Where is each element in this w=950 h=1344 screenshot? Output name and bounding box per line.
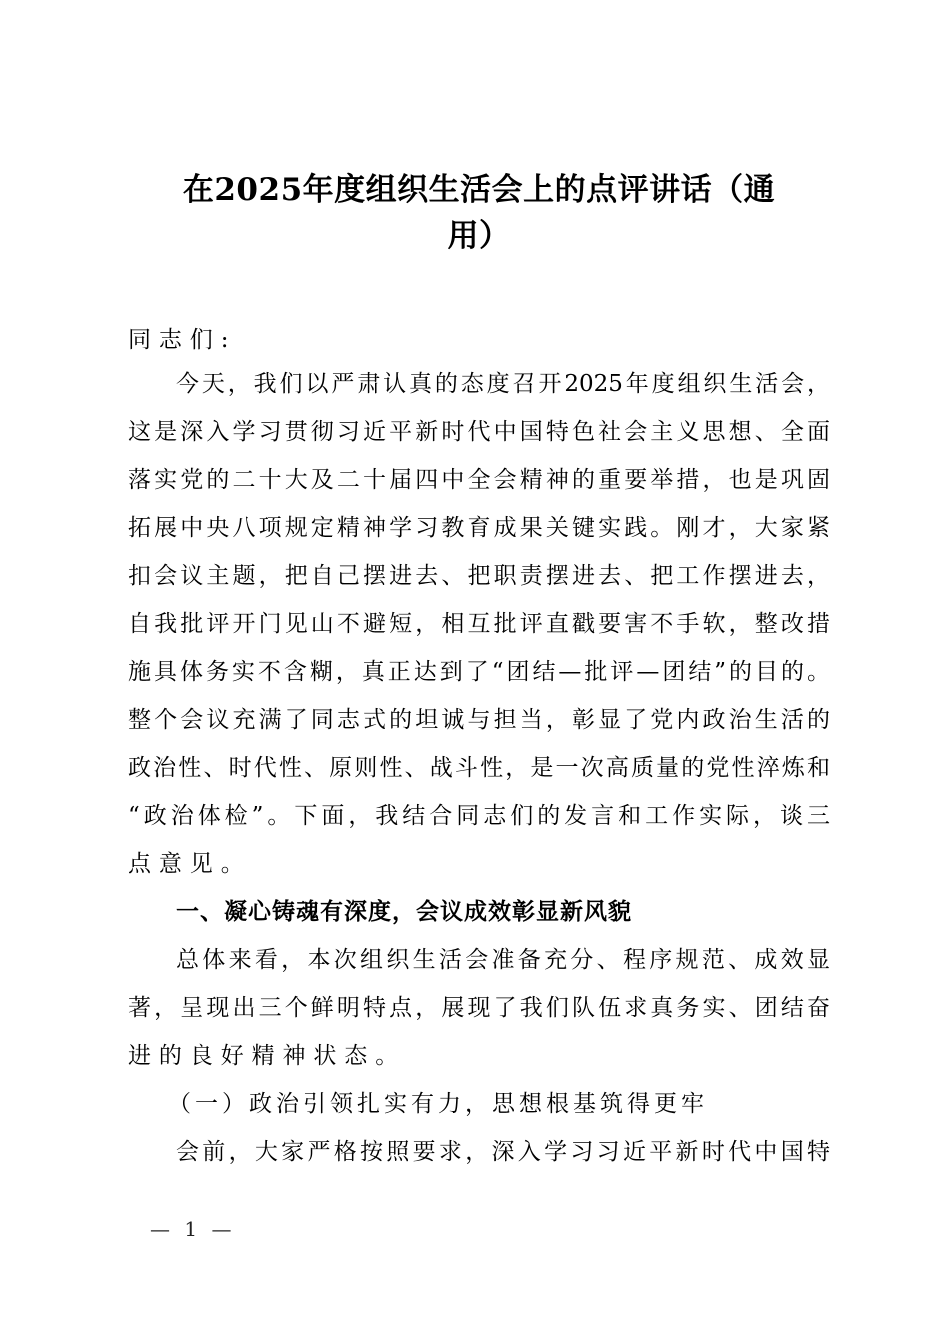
paragraph-1-line: 拓展中央八项规定精神学习教育成果关键实践。刚才，大家紧 — [128, 515, 830, 541]
paragraph-2-line: 进的良好精神状态。 — [128, 1043, 407, 1069]
paragraph-2-line: 著，呈现出三个鲜明特点，展现了我们队伍求真务实、团结奋 — [128, 995, 830, 1021]
paragraph-1-line: 施具体务实不含糊，真正达到了“团结—批评—团结”的目的。 — [128, 659, 830, 685]
document-title-line-2: 用） — [447, 218, 511, 254]
paragraph-1-line: 这是深入学习贯彻习近平新时代中国特色社会主义思想、全面 — [128, 419, 830, 445]
document-title-line-1: 在2025年度组织生活会上的点评讲话（通 — [182, 172, 776, 208]
paragraph-1-line: 扣会议主题，把自己摆进去、把职责摆进去、把工作摆进去， — [128, 563, 830, 589]
salutation: 同志们: — [128, 327, 237, 353]
page-number: — 1 — — [150, 1217, 236, 1241]
paragraph-1-line: 今天，我们以严肃认真的态度召开2025年度组织生活会， — [176, 371, 830, 397]
paragraph-1-line: 政治性、时代性、原则性、战斗性，是一次高质量的党性淬炼和 — [128, 755, 830, 781]
paragraph-1-line: “政治体检”。下面，我结合同志们的发言和工作实际，谈三 — [128, 803, 830, 829]
paragraph-2-line: 总体来看，本次组织生活会准备充分、程序规范、成效显 — [176, 947, 830, 973]
paragraph-3-line: 会前，大家严格按照要求，深入学习习近平新时代中国特 — [176, 1139, 830, 1165]
paragraph-1-line: 自我批评开门见山不避短，相互批评直戳要害不手软，整改措 — [128, 611, 830, 637]
paragraph-1-line: 点意见。 — [128, 851, 252, 877]
paragraph-1-line: 落实党的二十大及二十届四中全会精神的重要举措，也是巩固 — [128, 467, 830, 493]
paragraph-1-line: 整个会议充满了同志式的坦诚与担当，彰显了党内政治生活的 — [128, 707, 830, 733]
section-heading-1: 一、凝心铸魂有深度，会议成效彰显新风貌 — [176, 899, 632, 925]
subsection-heading-1: （一）政治引领扎实有力，思想根基筑得更牢 — [168, 1091, 708, 1117]
